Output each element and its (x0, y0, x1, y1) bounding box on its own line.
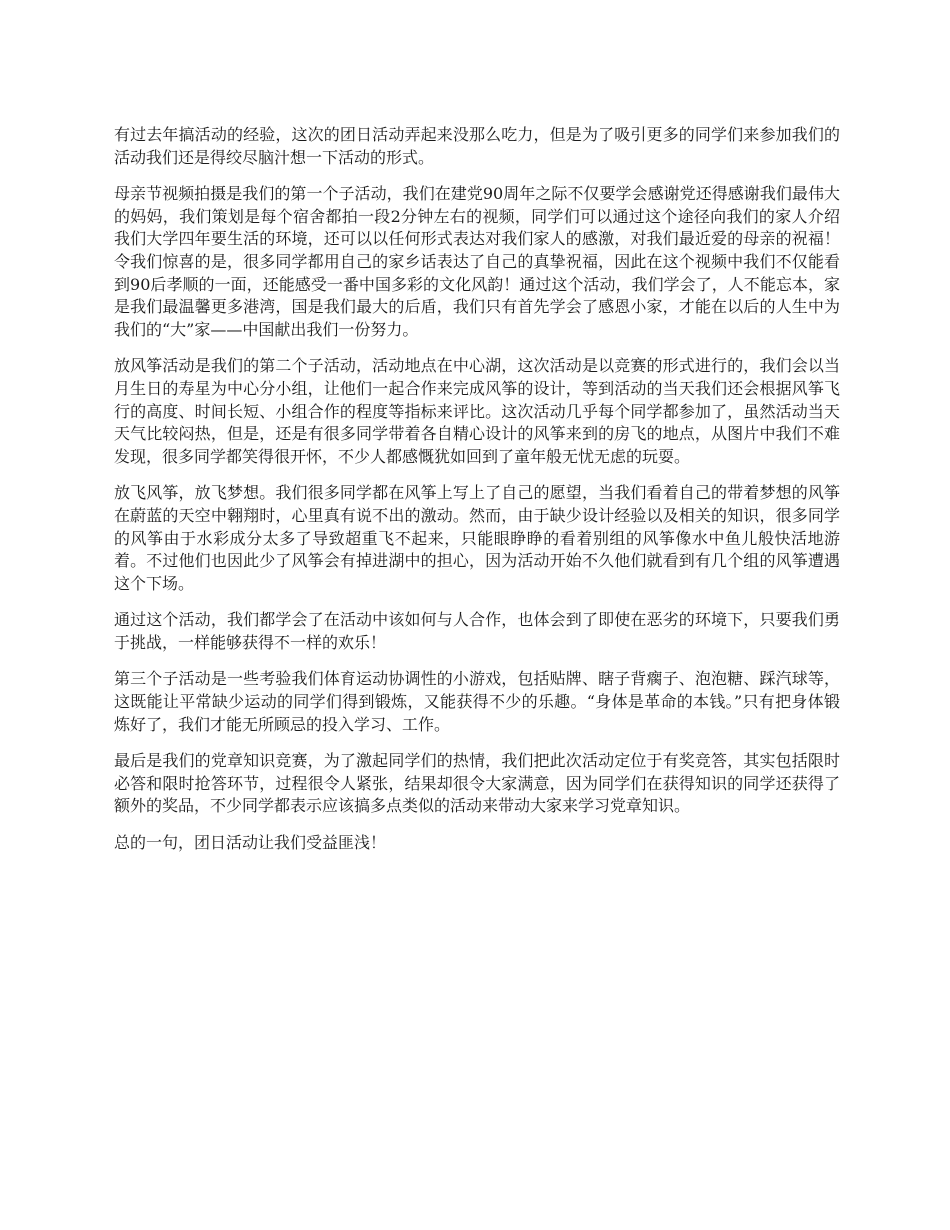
paragraph-party-quiz: 最后是我们的党章知识竞赛，为了激起同学们的热情，我们把此次活动定位于有奖竞答，其实包括限时必答和限时抢答环节，过程很令人紧张，结果却很令大家满意，因为同学们在获得知识的同学还获得了额外的奖品，不少同学都表示应该搞多点类似的活动来带动大家来学习党章知识。 (114, 751, 840, 816)
paragraph-kite-activity: 放风筝活动是我们的第二个子活动，活动地点在中心湖，这次活动是以竞赛的形式进行的，我们会以当月生日的寿星为中心分小组，让他们一起合作来完成风筝的设计，等到活动的当天我们还会根据风筝飞行的高度、时间长短、小组合作的程度等指标来评比。这次活动几乎每个同学都参加了，虽然活动当天天气比较闷热，但是，还是有很多同学带着各自精心设计的风筝来到的房飞的地点，从图片中我们不难发现，很多同学都笑得很开怀，不少人都感慨犹如回到了童年般无忧无虑的玩耍。 (114, 356, 840, 466)
paragraph-mothers-day-video: 母亲节视频拍摄是我们的第一个子活动，我们在建党90周年之际不仅要学会感谢党还得感谢我们最伟大的妈妈，我们策划是每个宿舍都拍一段2分钟左右的视频，同学们可以通过这个途径向我们的家人介绍我们大学四年要生活的环境，还可以以任何形式表达对我们家人的感激，对我们最近爱的母亲的祝福！令我们惊喜的是，很多同学都用自己的家乡话表达了自己的真挚祝福，因此在这个视频中我们不仅能看到90后孝顺的一面，还能感受一番中国多彩的文化风韵！通过这个活动，我们学会了，人不能忘本，家是我们最温馨更多港湾，国是我们最大的后盾，我们只有首先学会了感恩小家，才能在以后的人生中为我们的“大”家——中国献出我们一份努力。 (114, 184, 840, 339)
paragraph-intro: 有过去年搞活动的经验，这次的团日活动弄起来没那么吃力，但是为了吸引更多的同学们来参加我们的活动我们还是得绞尽脑汁想一下活动的形式。 (114, 125, 840, 167)
paragraph-conclusion: 总的一句，团日活动让我们受益匪浅！ (114, 833, 387, 853)
document-body (114, 124, 840, 869)
paragraph-kite-dreams: 放飞风筝，放飞梦想。我们很多同学都在风筝上写上了自己的愿望，当我们看着自己的带着梦想的风筝在蔚蓝的天空中翱翔时，心里真有说不出的激动。然而，由于缺少设计经验以及相关的知识，很多同学的风筝由于水彩成分太多了导致超重飞不起来，只能眼睁睁的看着别组的风筝像水中鱼儿般快活地游着。不过他们也因此少了风筝会有掉进湖中的担心，因为活动开始不久他们就看到有几个组的风筝遭遇这个下场。 (114, 483, 840, 593)
paragraph-kite-lesson: 通过这个活动，我们都学会了在活动中该如何与人合作，也体会到了即使在恶劣的环境下，只要我们勇于挑战，一样能够获得不一样的欢乐！ (114, 610, 840, 652)
paragraph-sports-games: 第三个子活动是一些考验我们体育运动协调性的小游戏，包括贴牌、瞎子背瘸子、泡泡糖、踩汽球等，这既能让平常缺少运动的同学们得到锻炼，又能获得不少的乐趣。“身体是革命的本钱。”只有把身体锻炼好了，我们才能无所顾忌的投入学习、工作。 (114, 669, 840, 734)
